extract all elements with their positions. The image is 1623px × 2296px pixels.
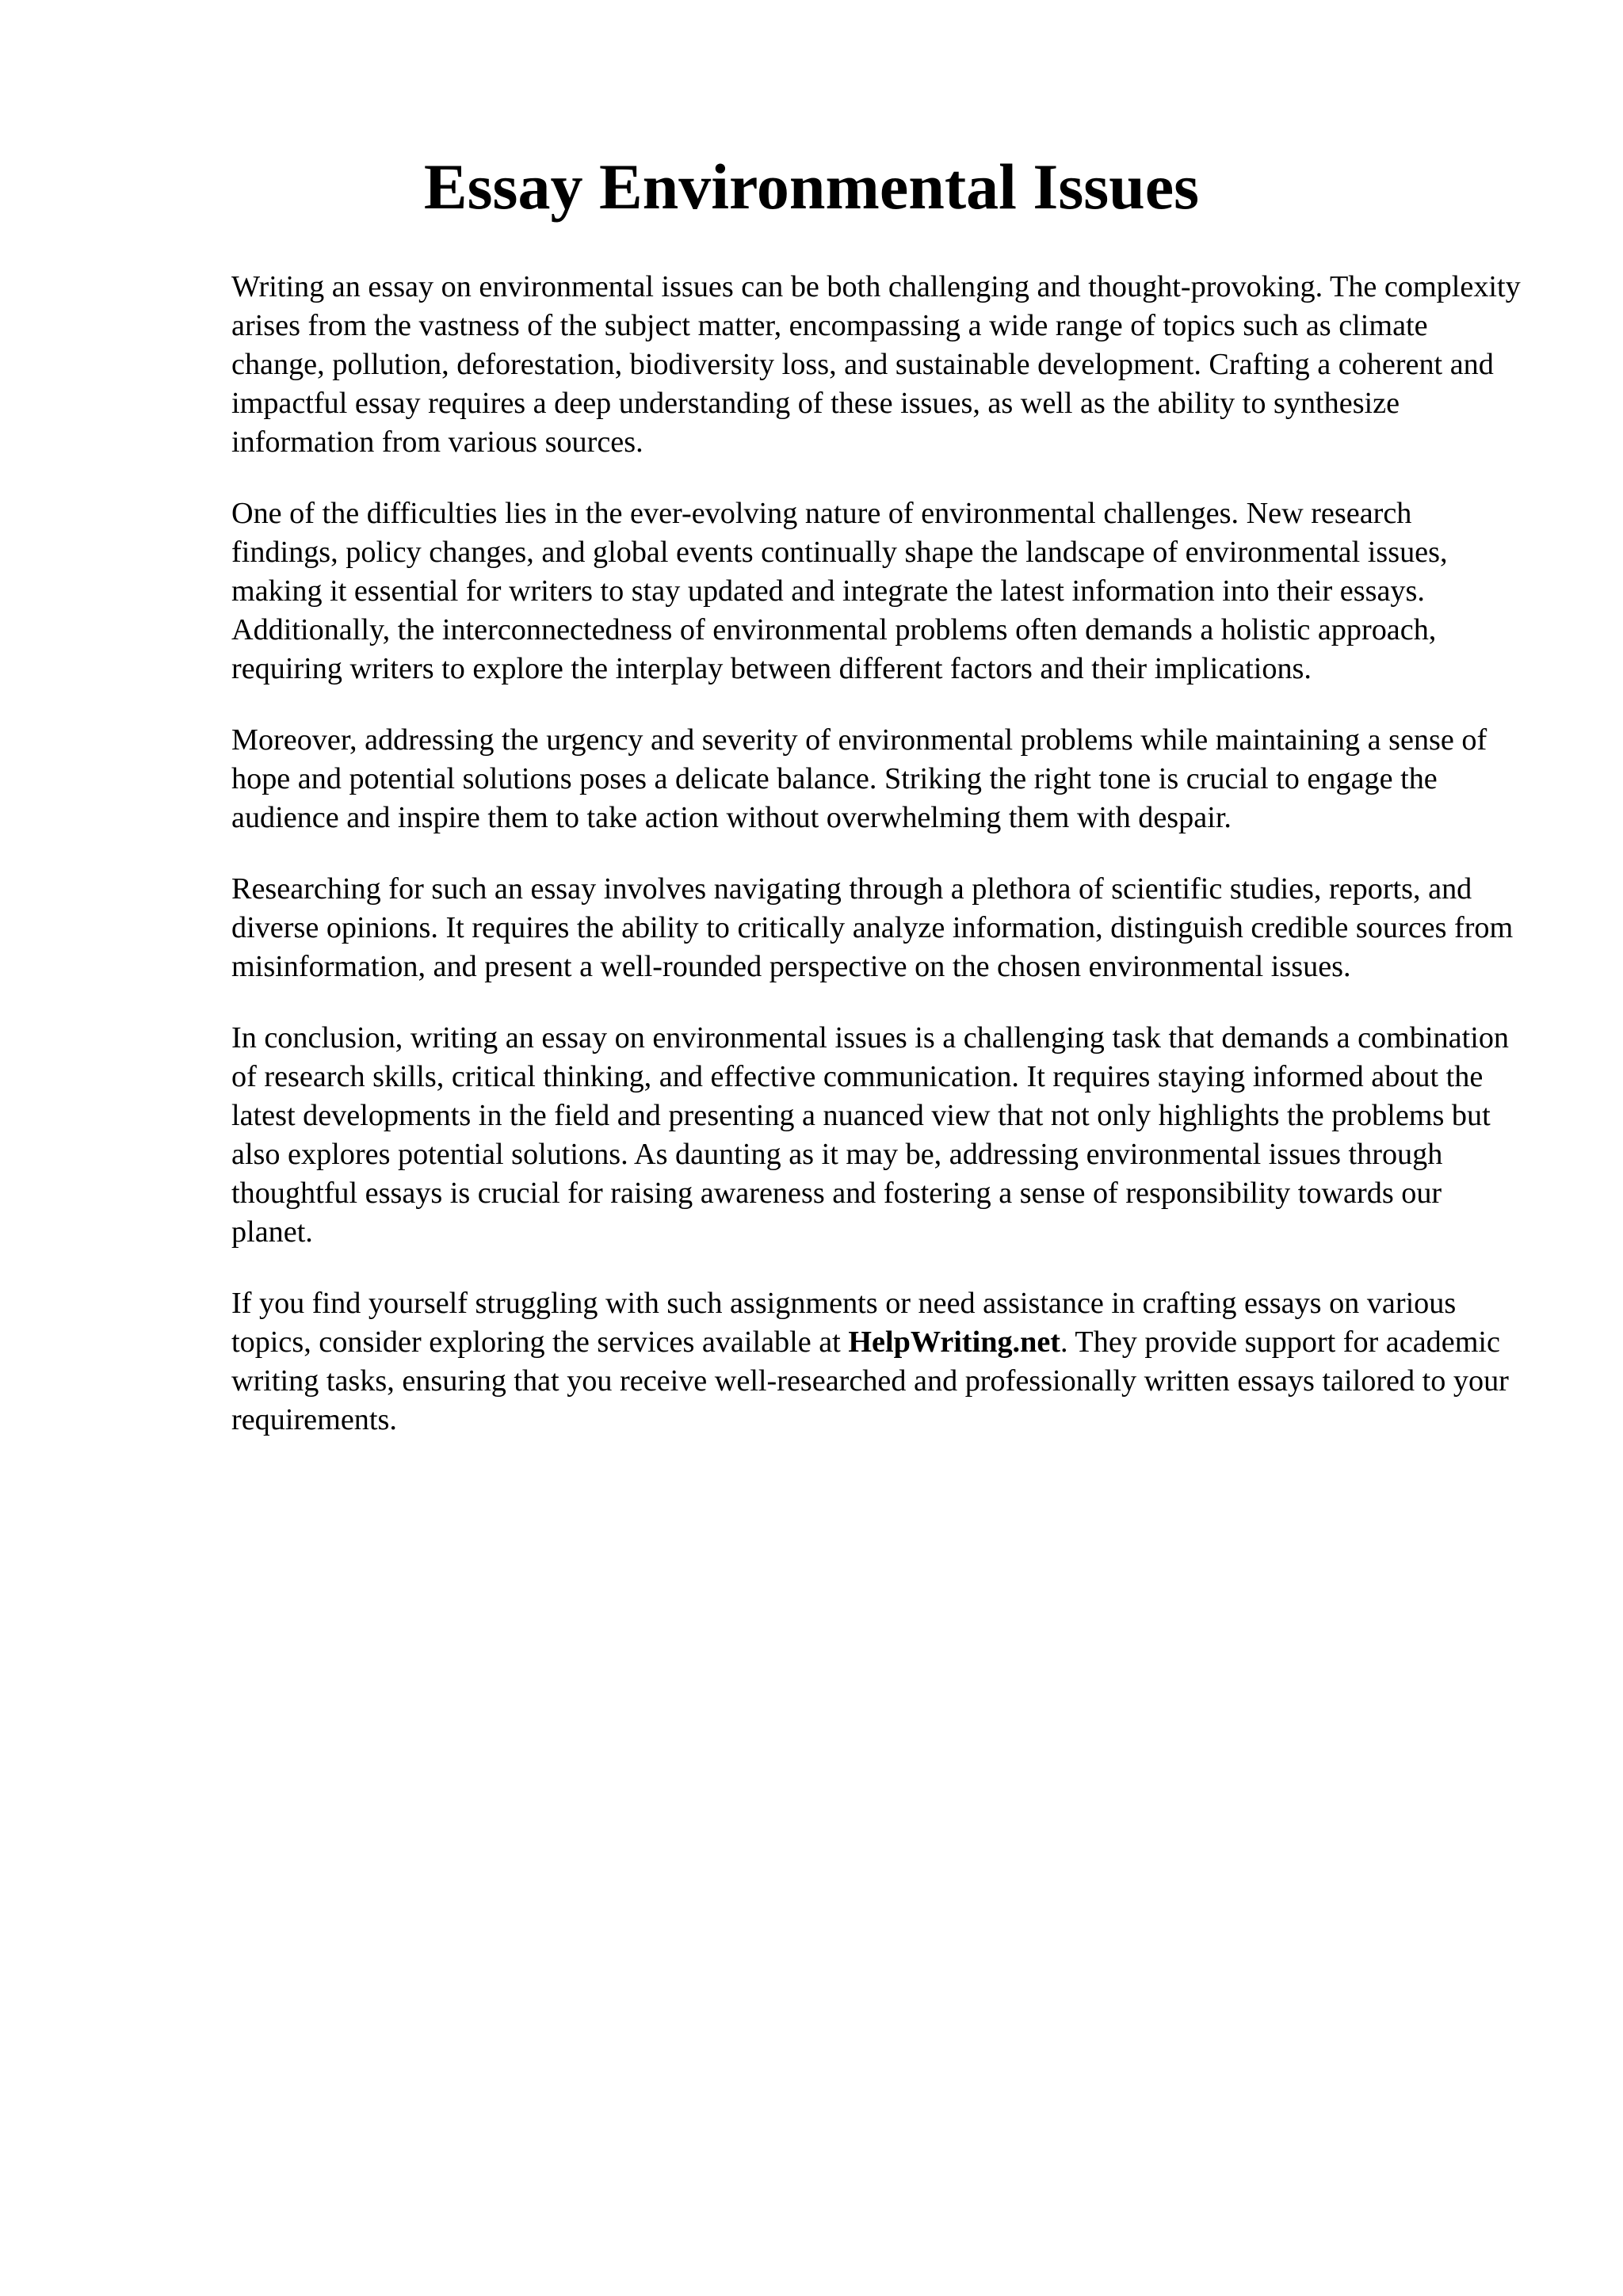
document-body [231,268,1522,1472]
paragraph-2: One of the difficulties lies in the ever-evolving nature of environmental challenges. New research findings, policy changes, and global events continually shape the landscape of environmental issues, making it essential for writers to stay updated and integrate the latest information into their essays. Additionally, the interconnectedness of environmental problems often demands a holistic approach, requiring writers to explore the interplay between different factors and their implications. [231,497,1448,685]
paragraph-6-before-link: If you find yourself struggling with such assignments or need assistance in crafting essays on various topics, consider exploring the services available at [231,1287,1457,1359]
paragraph-4: Researching for such an essay involves navigating through a plethora of scientific studies, reports, and diverse opinions. It requires the ability to critically analyze information, distinguish credible sources from misinformation, and present a well-rounded perspective on the chosen environmental issues. [231,872,1514,983]
paragraph-6-after-link: . They provide support for academic writing tasks, ensuring that you receive well-researched and professionally written essays tailored to your requirements. [231,1325,1509,1436]
paragraph-1: Writing an essay on environmental issues can be both challenging and thought-provoking. The complexity arises from the vastness of the subject matter, encompassing a wide range of topics such as climate change, pollution, deforestation, biodiversity loss, and sustainable development. Crafting a coherent and impactful essay requires a deep understanding of these issues, as well as the ability to synthesize information from various sources. [231,270,1521,459]
paragraph-3: Moreover, addressing the urgency and severity of environmental problems while maintaining a sense of hope and potential solutions poses a delicate balance. Striking the right tone is crucial to engage the audience and inspire them to take action without overwhelming them with despair. [231,723,1487,834]
paragraph-6 [231,1284,1522,1440]
paragraph-5: In conclusion, writing an essay on environmental issues is a challenging task that demands a combination of research skills, critical thinking, and effective communication. It requires staying informed about the latest developments in the field and presenting a nuanced view that not only highlights the problems but also explores potential solutions. As daunting as it may be, addressing environmental issues through thoughtful essays is crucial for raising awareness and fostering a sense of responsibility towards our planet. [231,1021,1510,1249]
page-title: Essay Environmental Issues [423,151,1200,223]
helpwriting-link[interactable]: HelpWriting.net [848,1325,1061,1359]
